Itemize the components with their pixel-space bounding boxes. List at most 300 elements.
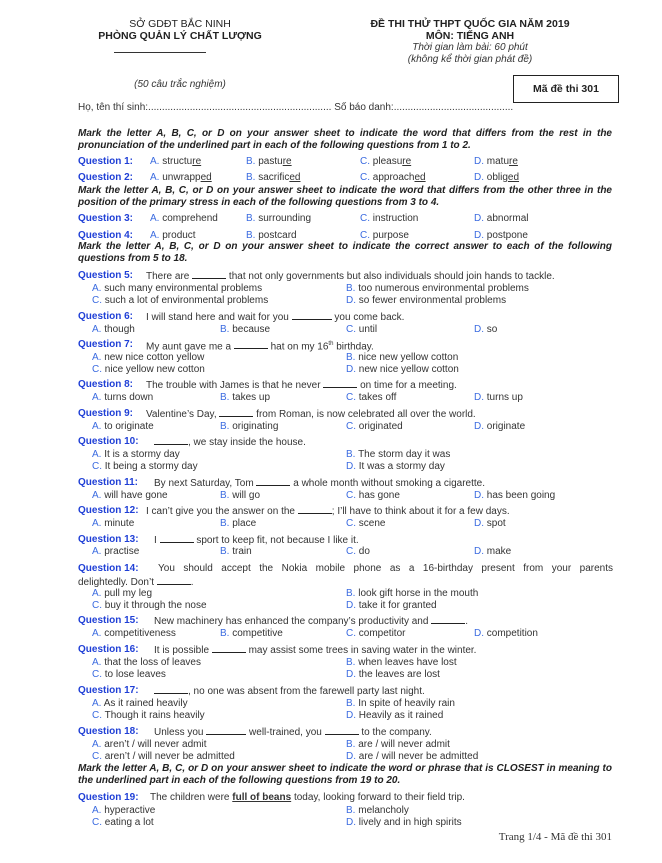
- question-15-options: [78, 627, 618, 640]
- option-text: pastu: [258, 156, 283, 167]
- option-letter: A.: [92, 628, 102, 639]
- option-a[interactable]: [150, 212, 218, 225]
- question-16: [78, 643, 618, 656]
- option-text: take it for granted: [358, 600, 437, 611]
- option-b[interactable]: [220, 489, 260, 502]
- option-letter: C.: [92, 600, 102, 611]
- option-letter: B.: [346, 588, 356, 599]
- option-d[interactable]: [346, 816, 462, 829]
- option-c[interactable]: [346, 517, 385, 530]
- question-5-options-row-2: [78, 294, 618, 307]
- question-text-part: I can’t give you the answer on the: [146, 506, 295, 517]
- question-label: Question 11:: [78, 477, 139, 488]
- option-letter: B.: [220, 392, 230, 403]
- option-text: so: [486, 324, 498, 335]
- answer-blank: [160, 533, 194, 543]
- option-letter: A.: [92, 449, 102, 460]
- question-7: [78, 338, 618, 351]
- instruction-closest-meaning: Mark the letter A, B, C, or D on your answer sheet to indicate the word or phrase that is CLOSEST in meaning to the underlined part in each of the following questions from 19 to 20.: [78, 763, 612, 786]
- question-text-part: Valentine’s Day,: [146, 409, 217, 420]
- option-d[interactable]: [346, 460, 445, 473]
- option-letter: D.: [474, 230, 484, 241]
- option-text: The storm day it was: [358, 449, 451, 460]
- answer-blank: [292, 310, 332, 320]
- underlined-part: ed: [414, 172, 426, 183]
- option-text: nice new yellow cotton: [358, 352, 459, 363]
- question-13-options: [78, 545, 618, 558]
- question-text-part: birthday.: [333, 341, 374, 353]
- option-d[interactable]: [474, 391, 523, 404]
- option-d[interactable]: [346, 709, 443, 722]
- option-letter: A.: [150, 213, 160, 224]
- option-b[interactable]: [246, 155, 292, 168]
- option-letter: B.: [346, 805, 356, 816]
- option-letter: A.: [92, 588, 102, 599]
- option-text: will have gone: [104, 490, 168, 501]
- option-letter: A.: [92, 518, 102, 529]
- question-1: [78, 155, 618, 168]
- question-text-part: well-trained, you: [249, 727, 322, 738]
- option-text: until: [358, 324, 378, 335]
- question-6-options: [78, 323, 618, 336]
- option-letter: A.: [150, 156, 160, 167]
- question-text: [146, 310, 404, 324]
- option-text: are / will never admit: [358, 739, 450, 750]
- option-text: instruction: [372, 213, 419, 224]
- option-text: place: [232, 518, 257, 529]
- answer-blank: [206, 725, 246, 735]
- question-text-part: sport to keep fit, not because I like it.: [196, 535, 359, 546]
- question-label: Question 4:: [78, 230, 134, 241]
- option-text: such many environmental problems: [104, 283, 263, 294]
- question-text: [146, 378, 457, 392]
- option-letter: A.: [92, 283, 102, 294]
- instruction-correct-answer: Mark the letter A, B, C, or D on your answer sheet to indicate the correct answer to each of the following questions from 5 to 18.: [78, 241, 612, 264]
- answer-blank: [154, 684, 188, 694]
- question-12: [78, 504, 618, 517]
- question-text: [154, 725, 432, 739]
- time-note: (không kể thời gian phát đề): [407, 54, 533, 65]
- question-text-part: , we stay inside the house.: [188, 437, 306, 448]
- question-text: [146, 269, 555, 283]
- option-c[interactable]: [360, 171, 426, 184]
- option-text: turns down: [104, 392, 154, 403]
- question-label: Question 1:: [78, 156, 134, 167]
- option-letter: C.: [346, 490, 356, 501]
- question-text-part: from Roman, is now celebrated all over the world.: [256, 409, 476, 420]
- option-letter: D.: [474, 324, 484, 335]
- option-text: has gone: [358, 490, 400, 501]
- option-text: comprehend: [162, 213, 218, 224]
- option-letter: C.: [346, 628, 356, 639]
- option-letter: A.: [92, 805, 102, 816]
- option-text: purpose: [372, 230, 409, 241]
- option-d[interactable]: [474, 627, 538, 640]
- question-label: Question 15:: [78, 615, 139, 626]
- option-letter: A.: [92, 657, 102, 668]
- option-text: too numerous environmental problems: [358, 283, 529, 294]
- option-c[interactable]: [92, 363, 205, 376]
- option-text: surrounding: [258, 213, 312, 224]
- question-label: Question 12:: [78, 505, 139, 516]
- underlined-part: re: [192, 156, 202, 167]
- option-c[interactable]: [92, 709, 205, 722]
- question-10: [78, 435, 618, 448]
- option-text: oblig: [486, 172, 508, 183]
- question-19-options-row-2: [78, 816, 618, 829]
- option-letter: C.: [92, 817, 102, 828]
- option-d[interactable]: [346, 668, 440, 681]
- instruction-stress: Mark the letter A, B, C, or D on your answer sheet to indicate the word that differs from the other three in the position of the primary stress in each of the following questions from 3 to 4.: [78, 185, 612, 208]
- option-b[interactable]: [246, 171, 300, 184]
- option-letter: D.: [346, 295, 356, 306]
- question-text-part: There are: [146, 271, 190, 282]
- question-text-part: New machinery has enhanced the company’s productivity and: [154, 616, 429, 627]
- option-text: It was a stormy day: [358, 461, 445, 472]
- question-text: [154, 614, 468, 628]
- question-text-part: delightedly. Don’t: [78, 577, 154, 588]
- option-c[interactable]: [346, 627, 405, 640]
- option-letter: B.: [220, 421, 230, 432]
- option-d[interactable]: [474, 171, 519, 184]
- question-text-part: on time for a meeting.: [360, 380, 457, 391]
- question-14-options-row-2: [78, 599, 618, 612]
- option-text: are / will never be admitted: [358, 751, 479, 762]
- option-text: originate: [486, 421, 526, 432]
- option-text: aren’t / will never be admitted: [104, 751, 235, 762]
- option-c[interactable]: [92, 816, 154, 829]
- question-label: Question 6:: [78, 311, 134, 322]
- question-text-part: may assist some trees in saving water in the winter.: [248, 645, 477, 656]
- question-text-part: a whole month without smoking a cigarette.: [293, 478, 486, 489]
- question-3: [78, 212, 618, 225]
- question-text: [154, 684, 425, 698]
- question-label: Question 9:: [78, 408, 134, 419]
- question-12-options: [78, 517, 618, 530]
- candidate-info-line: [78, 102, 513, 113]
- option-letter: C.: [346, 421, 356, 432]
- answer-blank: [256, 476, 290, 486]
- option-text: It being a stormy day: [104, 461, 198, 472]
- option-letter: B.: [346, 739, 356, 750]
- option-text: postcard: [258, 230, 297, 241]
- option-a[interactable]: [92, 391, 153, 404]
- option-letter: C.: [360, 230, 370, 241]
- option-text: look gift horse in the mouth: [358, 588, 479, 599]
- option-text: takes up: [232, 392, 271, 403]
- option-text: new nice cotton yellow: [104, 352, 205, 363]
- question-text-part: , no one was absent from the farewell party last night.: [188, 686, 425, 697]
- option-text: aren’t / will never admit: [104, 739, 207, 750]
- question-6: [78, 310, 618, 323]
- option-letter: D.: [474, 546, 484, 557]
- option-letter: C.: [346, 546, 356, 557]
- underlined-phrase: full of beans: [232, 792, 292, 803]
- option-text: such a lot of environmental problems: [104, 295, 269, 306]
- option-d[interactable]: [474, 545, 511, 558]
- option-text: originated: [358, 421, 403, 432]
- option-text: sacrific: [258, 172, 290, 183]
- instruction-pronunciation: Mark the letter A, B, C, or D on your answer sheet to indicate the word that differs from the rest in the pronunciation of the underlined part in each of the following questions from 1 to 2.: [78, 128, 612, 151]
- question-18: [78, 725, 618, 738]
- question-10-options-row-2: [78, 460, 618, 473]
- question-7-options-row-2: [78, 363, 618, 376]
- option-c[interactable]: [346, 391, 396, 404]
- question-label: Question 16:: [78, 644, 139, 655]
- option-letter: D.: [346, 364, 356, 375]
- question-text-part: The trouble with James is that he never: [146, 380, 321, 391]
- question-2: [78, 171, 618, 184]
- option-letter: A.: [150, 230, 160, 241]
- option-letter: C.: [346, 518, 356, 529]
- question-11-options: [78, 489, 618, 502]
- option-text: competitive: [232, 628, 283, 639]
- option-letter: A.: [92, 698, 102, 709]
- underlined-part: ed: [200, 172, 212, 183]
- underlined-part: re: [282, 156, 292, 167]
- answer-blank: [431, 614, 465, 624]
- option-b[interactable]: [220, 323, 270, 336]
- option-letter: B.: [346, 657, 356, 668]
- option-text: spot: [486, 518, 506, 529]
- question-text-part: Unless you: [154, 727, 204, 738]
- header-right: [320, 18, 620, 66]
- option-letter: C.: [92, 364, 102, 375]
- answer-blank: [212, 643, 246, 653]
- question-text-part: ; I’ll have to think about it for a few days.: [331, 506, 510, 517]
- option-text: approach: [372, 172, 415, 183]
- option-text: to lose leaves: [104, 669, 166, 680]
- option-b[interactable]: [220, 627, 283, 640]
- option-text: has been going: [486, 490, 556, 501]
- option-text: buy it through the nose: [104, 600, 207, 611]
- candidate-name-field: Họ, tên thí sinh:..................................................................: [78, 102, 332, 113]
- option-letter: D.: [346, 669, 356, 680]
- option-text: Though it rains heavily: [104, 710, 205, 721]
- option-text: will go: [232, 490, 261, 501]
- option-text: As it rained heavily: [103, 698, 188, 709]
- option-letter: C.: [360, 172, 370, 183]
- question-text-part: By next Saturday, Tom: [154, 478, 254, 489]
- option-text: unwrapp: [162, 172, 201, 183]
- question-label: Question 10:: [78, 436, 139, 447]
- answer-blank: [234, 339, 268, 349]
- option-text: because: [232, 324, 271, 335]
- option-b[interactable]: [220, 545, 252, 558]
- question-16-options-row-2: [78, 668, 618, 681]
- question-text: [154, 643, 476, 657]
- option-text: though: [104, 324, 135, 335]
- option-letter: D.: [474, 172, 484, 183]
- option-letter: C.: [360, 213, 370, 224]
- option-letter: D.: [346, 817, 356, 828]
- option-letter: D.: [474, 156, 484, 167]
- question-17-options-row-2: [78, 709, 618, 722]
- question-text-part: today, looking forward to their field trip.: [293, 792, 465, 803]
- underlined-part: ed: [507, 172, 520, 183]
- option-d[interactable]: [474, 420, 525, 433]
- question-text-part: .: [465, 616, 468, 627]
- option-letter: B.: [220, 546, 230, 557]
- question-text: [154, 435, 306, 449]
- option-text: matu: [486, 156, 510, 167]
- option-d[interactable]: [474, 323, 497, 336]
- option-c[interactable]: [92, 750, 235, 763]
- option-letter: B.: [220, 324, 230, 335]
- option-letter: D.: [474, 628, 484, 639]
- option-letter: C.: [346, 392, 356, 403]
- question-11: [78, 476, 618, 489]
- answer-blank: [298, 504, 332, 514]
- option-text: the leaves are lost: [358, 669, 440, 680]
- question-8: [78, 378, 618, 391]
- option-b[interactable]: [246, 212, 311, 225]
- question-text-part: that not only governments but also individuals should join hands to tackle.: [228, 271, 555, 282]
- option-text: scene: [358, 518, 386, 529]
- question-text-part: to the company.: [361, 727, 432, 738]
- option-a[interactable]: [92, 420, 154, 433]
- question-text-part: I will stand here and wait for you: [146, 312, 289, 323]
- option-text: so fewer environmental problems: [358, 295, 507, 306]
- option-letter: B.: [346, 283, 356, 294]
- option-text: practise: [104, 546, 140, 557]
- time-limit: Thời gian làm bài: 60 phút: [412, 42, 528, 53]
- option-letter: D.: [474, 518, 484, 529]
- option-c[interactable]: [92, 668, 166, 681]
- option-letter: B.: [246, 230, 256, 241]
- question-9: [78, 407, 618, 420]
- option-c[interactable]: [92, 294, 268, 307]
- option-a[interactable]: [92, 489, 168, 502]
- option-c[interactable]: [346, 545, 370, 558]
- option-a[interactable]: [150, 155, 201, 168]
- option-b[interactable]: [220, 391, 270, 404]
- question-text-part: hat on my 16: [270, 341, 329, 353]
- option-text: structu: [162, 156, 193, 167]
- option-text: that the loss of leaves: [104, 657, 201, 668]
- question-text-part: I: [154, 535, 157, 546]
- option-b[interactable]: [220, 420, 278, 433]
- question-label: Question 3:: [78, 213, 134, 224]
- option-text: nice yellow new cotton: [104, 364, 205, 375]
- option-d[interactable]: [474, 517, 506, 530]
- office-name: PHÒNG QUẢN LÝ CHẤT LƯỢNG: [98, 30, 262, 42]
- option-d[interactable]: [474, 212, 528, 225]
- option-text: train: [232, 546, 252, 557]
- option-letter: B.: [346, 449, 356, 460]
- option-b[interactable]: [220, 517, 256, 530]
- option-text: product: [162, 230, 196, 241]
- option-a[interactable]: [92, 517, 134, 530]
- option-letter: B.: [346, 352, 356, 363]
- header-divider: [114, 52, 206, 53]
- option-letter: B.: [246, 213, 256, 224]
- option-d[interactable]: [346, 599, 437, 612]
- subject: MÔN: TIẾNG ANH: [425, 30, 515, 42]
- option-d[interactable]: [474, 155, 518, 168]
- option-d[interactable]: [346, 294, 506, 307]
- question-label: Question 13:: [78, 534, 139, 545]
- question-text-part: My aunt gave me a: [146, 341, 232, 353]
- candidate-id-field: Số báo danh:...........................................: [334, 102, 514, 113]
- option-text: Heavily as it rained: [358, 710, 444, 721]
- ordinal-superscript: th: [328, 341, 334, 347]
- option-letter: D.: [346, 710, 356, 721]
- option-c[interactable]: [92, 599, 207, 612]
- option-a[interactable]: [150, 171, 212, 184]
- option-letter: A.: [92, 392, 102, 403]
- question-label: Question 2:: [78, 172, 134, 183]
- question-text: [154, 476, 485, 490]
- answer-blank: [154, 435, 188, 445]
- question-label: Question 5:: [78, 270, 134, 281]
- option-d[interactable]: [346, 363, 459, 376]
- option-c[interactable]: [346, 420, 403, 433]
- question-label: Question 14:: [78, 563, 139, 574]
- option-c[interactable]: [92, 460, 198, 473]
- option-letter: D.: [346, 461, 356, 472]
- option-letter: C.: [92, 751, 102, 762]
- exam-title: ĐỀ THI THỬ THPT QUỐC GIA NĂM 2019: [370, 18, 570, 30]
- question-label: Question 8:: [78, 379, 134, 390]
- question-text: You should accept the Nokia mobile phone as a 16-birthday present from your parents: [158, 563, 613, 574]
- page-footer: Trang 1/4 - Mã đề thi 301: [498, 831, 612, 843]
- option-d[interactable]: [474, 489, 555, 502]
- option-text: postpone: [486, 230, 528, 241]
- option-letter: A.: [150, 172, 160, 183]
- option-letter: A.: [92, 739, 102, 750]
- option-letter: D.: [474, 421, 484, 432]
- option-c[interactable]: [346, 323, 377, 336]
- answer-blank: [325, 725, 359, 735]
- option-d[interactable]: [346, 750, 478, 763]
- option-letter: C.: [360, 156, 370, 167]
- question-count-note: (50 câu trắc nghiệm): [134, 79, 226, 90]
- question-label: Question 17:: [78, 685, 139, 696]
- option-letter: D.: [474, 392, 484, 403]
- question-19: [78, 791, 618, 804]
- option-a[interactable]: [92, 323, 135, 336]
- option-letter: C.: [92, 710, 102, 721]
- header-left: [60, 18, 300, 42]
- question-15: [78, 614, 618, 627]
- question-text: [150, 791, 465, 804]
- option-text: pleasu: [372, 156, 403, 167]
- option-text: competition: [486, 628, 538, 639]
- option-letter: D.: [474, 213, 484, 224]
- option-a[interactable]: [92, 545, 139, 558]
- option-letter: A.: [92, 352, 102, 363]
- answer-blank: [192, 269, 226, 279]
- option-text: takes off: [358, 392, 397, 403]
- option-c[interactable]: [360, 155, 411, 168]
- option-text: when leaves have lost: [358, 657, 457, 668]
- option-text: competitor: [358, 628, 406, 639]
- option-text: pull my leg: [104, 588, 153, 599]
- option-c[interactable]: [360, 212, 418, 225]
- option-text: to originate: [104, 421, 154, 432]
- question-18-options-row-2: [78, 750, 618, 763]
- option-text: melancholy: [358, 805, 409, 816]
- underlined-part: re: [509, 156, 518, 167]
- option-c[interactable]: [346, 489, 400, 502]
- question-text: [146, 504, 510, 518]
- option-text: In spite of heavily rain: [358, 698, 455, 709]
- answer-blank: [157, 575, 191, 585]
- option-a[interactable]: [92, 627, 176, 640]
- option-letter: A.: [92, 421, 102, 432]
- option-text: lively and in high spirits: [358, 817, 462, 828]
